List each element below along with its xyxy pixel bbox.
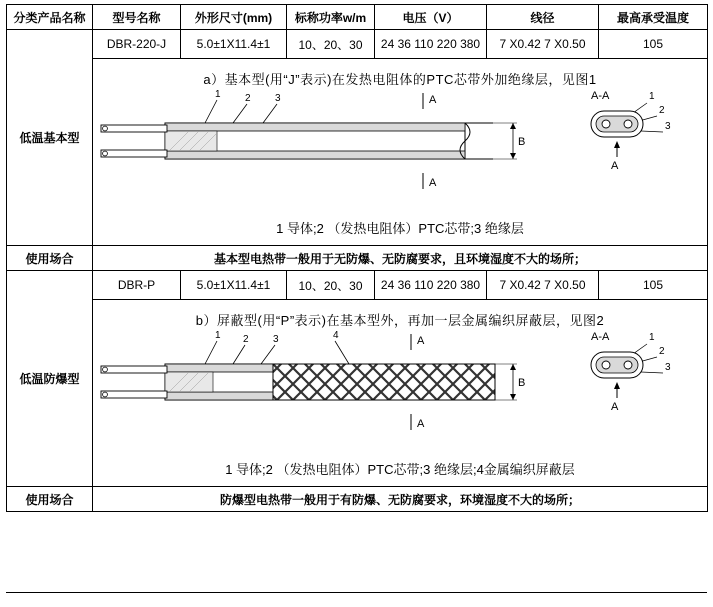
figure-caption-2: 1 导体;2 （发热电阻体）PTC芯带;3 绝缘层;4金属编织屏蔽层	[225, 462, 575, 477]
svg-text:A-A: A-A	[591, 90, 610, 102]
svg-text:A-A: A-A	[591, 331, 610, 343]
header-power: 标称功率w/m	[287, 5, 375, 30]
basic-type-diagram	[93, 87, 708, 212]
svg-text:2: 2	[659, 346, 665, 357]
figure-cell-2	[93, 300, 708, 487]
svg-text:1: 1	[215, 330, 221, 341]
max-temp-value-1: 105	[599, 30, 708, 59]
shielded-type-diagram	[93, 328, 708, 453]
svg-text:2: 2	[243, 334, 249, 345]
figure-1	[93, 59, 707, 245]
category-low-temp-basic: 低温基本型	[7, 30, 93, 246]
spec-sheet	[0, 4, 713, 607]
figure-row-2	[7, 300, 708, 487]
table-row	[7, 30, 708, 59]
voltage-value-2: 24 36 110 220 380	[375, 271, 487, 300]
power-value-1: 10、20、30	[287, 30, 375, 59]
model-value-2: DBR-P	[93, 271, 181, 300]
svg-text:A: A	[417, 418, 425, 430]
figure-drawing-1	[93, 87, 707, 215]
svg-text:3: 3	[273, 334, 279, 345]
header-voltage: 电压（V）	[375, 5, 487, 30]
figure-title-2: b）屏蔽型(用“P”表示)在基本型外，再加一层金属编织屏蔽层，见图2	[195, 313, 605, 328]
usecase-row-1	[7, 246, 708, 271]
power-value-2: 10、20、30	[287, 271, 375, 300]
header-wire: 线径	[487, 5, 599, 30]
svg-text:1: 1	[215, 89, 221, 100]
figure-drawing-2	[93, 328, 707, 456]
product-spec-table	[6, 4, 708, 512]
svg-text:3: 3	[275, 93, 281, 104]
svg-text:A: A	[611, 160, 619, 172]
figure-title-1: a）基本型(用“J”表示)在发热电阻体的PTC芯带外加绝缘层，见图1	[203, 72, 597, 87]
svg-text:A: A	[611, 401, 619, 413]
svg-text:B: B	[518, 136, 526, 148]
header-max-temp: 最高承受温度	[599, 5, 708, 30]
model-value-1: DBR-220-J	[93, 30, 181, 59]
svg-text:3: 3	[665, 121, 671, 132]
header-size: 外形尺寸(mm)	[181, 5, 287, 30]
figure-2	[93, 300, 707, 486]
size-value-2: 5.0±1X11.4±1	[181, 271, 287, 300]
max-temp-value-2: 105	[599, 271, 708, 300]
svg-text:A: A	[429, 94, 437, 106]
table-header-row	[7, 5, 708, 30]
header-category: 分类产品名称	[7, 5, 93, 30]
usecase-label-1: 使用场合	[7, 246, 93, 271]
size-value-1: 5.0±1X11.4±1	[181, 30, 287, 59]
svg-text:1: 1	[649, 332, 655, 343]
table-row	[7, 271, 708, 300]
svg-text:1: 1	[649, 91, 655, 102]
usecase-text-2: 防爆型电热带一般用于有防爆、无防腐要求，环境湿度不大的场所；	[93, 487, 708, 512]
usecase-row-2	[7, 487, 708, 512]
voltage-value-1: 24 36 110 220 380	[375, 30, 487, 59]
svg-text:2: 2	[659, 105, 665, 116]
svg-text:B: B	[518, 377, 526, 389]
category-low-temp-explosionproof: 低温防爆型	[7, 271, 93, 487]
figure-cell-1	[93, 59, 708, 246]
bottom-divider	[6, 592, 707, 593]
figure-row-1	[7, 59, 708, 246]
header-model: 型号名称	[93, 5, 181, 30]
svg-text:A: A	[429, 177, 437, 189]
wire-value-1: 7 X0.42 7 X0.50	[487, 30, 599, 59]
wire-value-2: 7 X0.42 7 X0.50	[487, 271, 599, 300]
svg-text:2: 2	[245, 93, 251, 104]
svg-text:3: 3	[665, 362, 671, 373]
usecase-label-2: 使用场合	[7, 487, 93, 512]
svg-text:A: A	[417, 335, 425, 347]
figure-caption-1: 1 导体;2 （发热电阻体）PTC芯带;3 绝缘层	[276, 221, 524, 236]
svg-text:4: 4	[333, 330, 339, 341]
usecase-text-1: 基本型电热带一般用于无防爆、无防腐要求，且环境湿度不大的场所；	[93, 246, 708, 271]
